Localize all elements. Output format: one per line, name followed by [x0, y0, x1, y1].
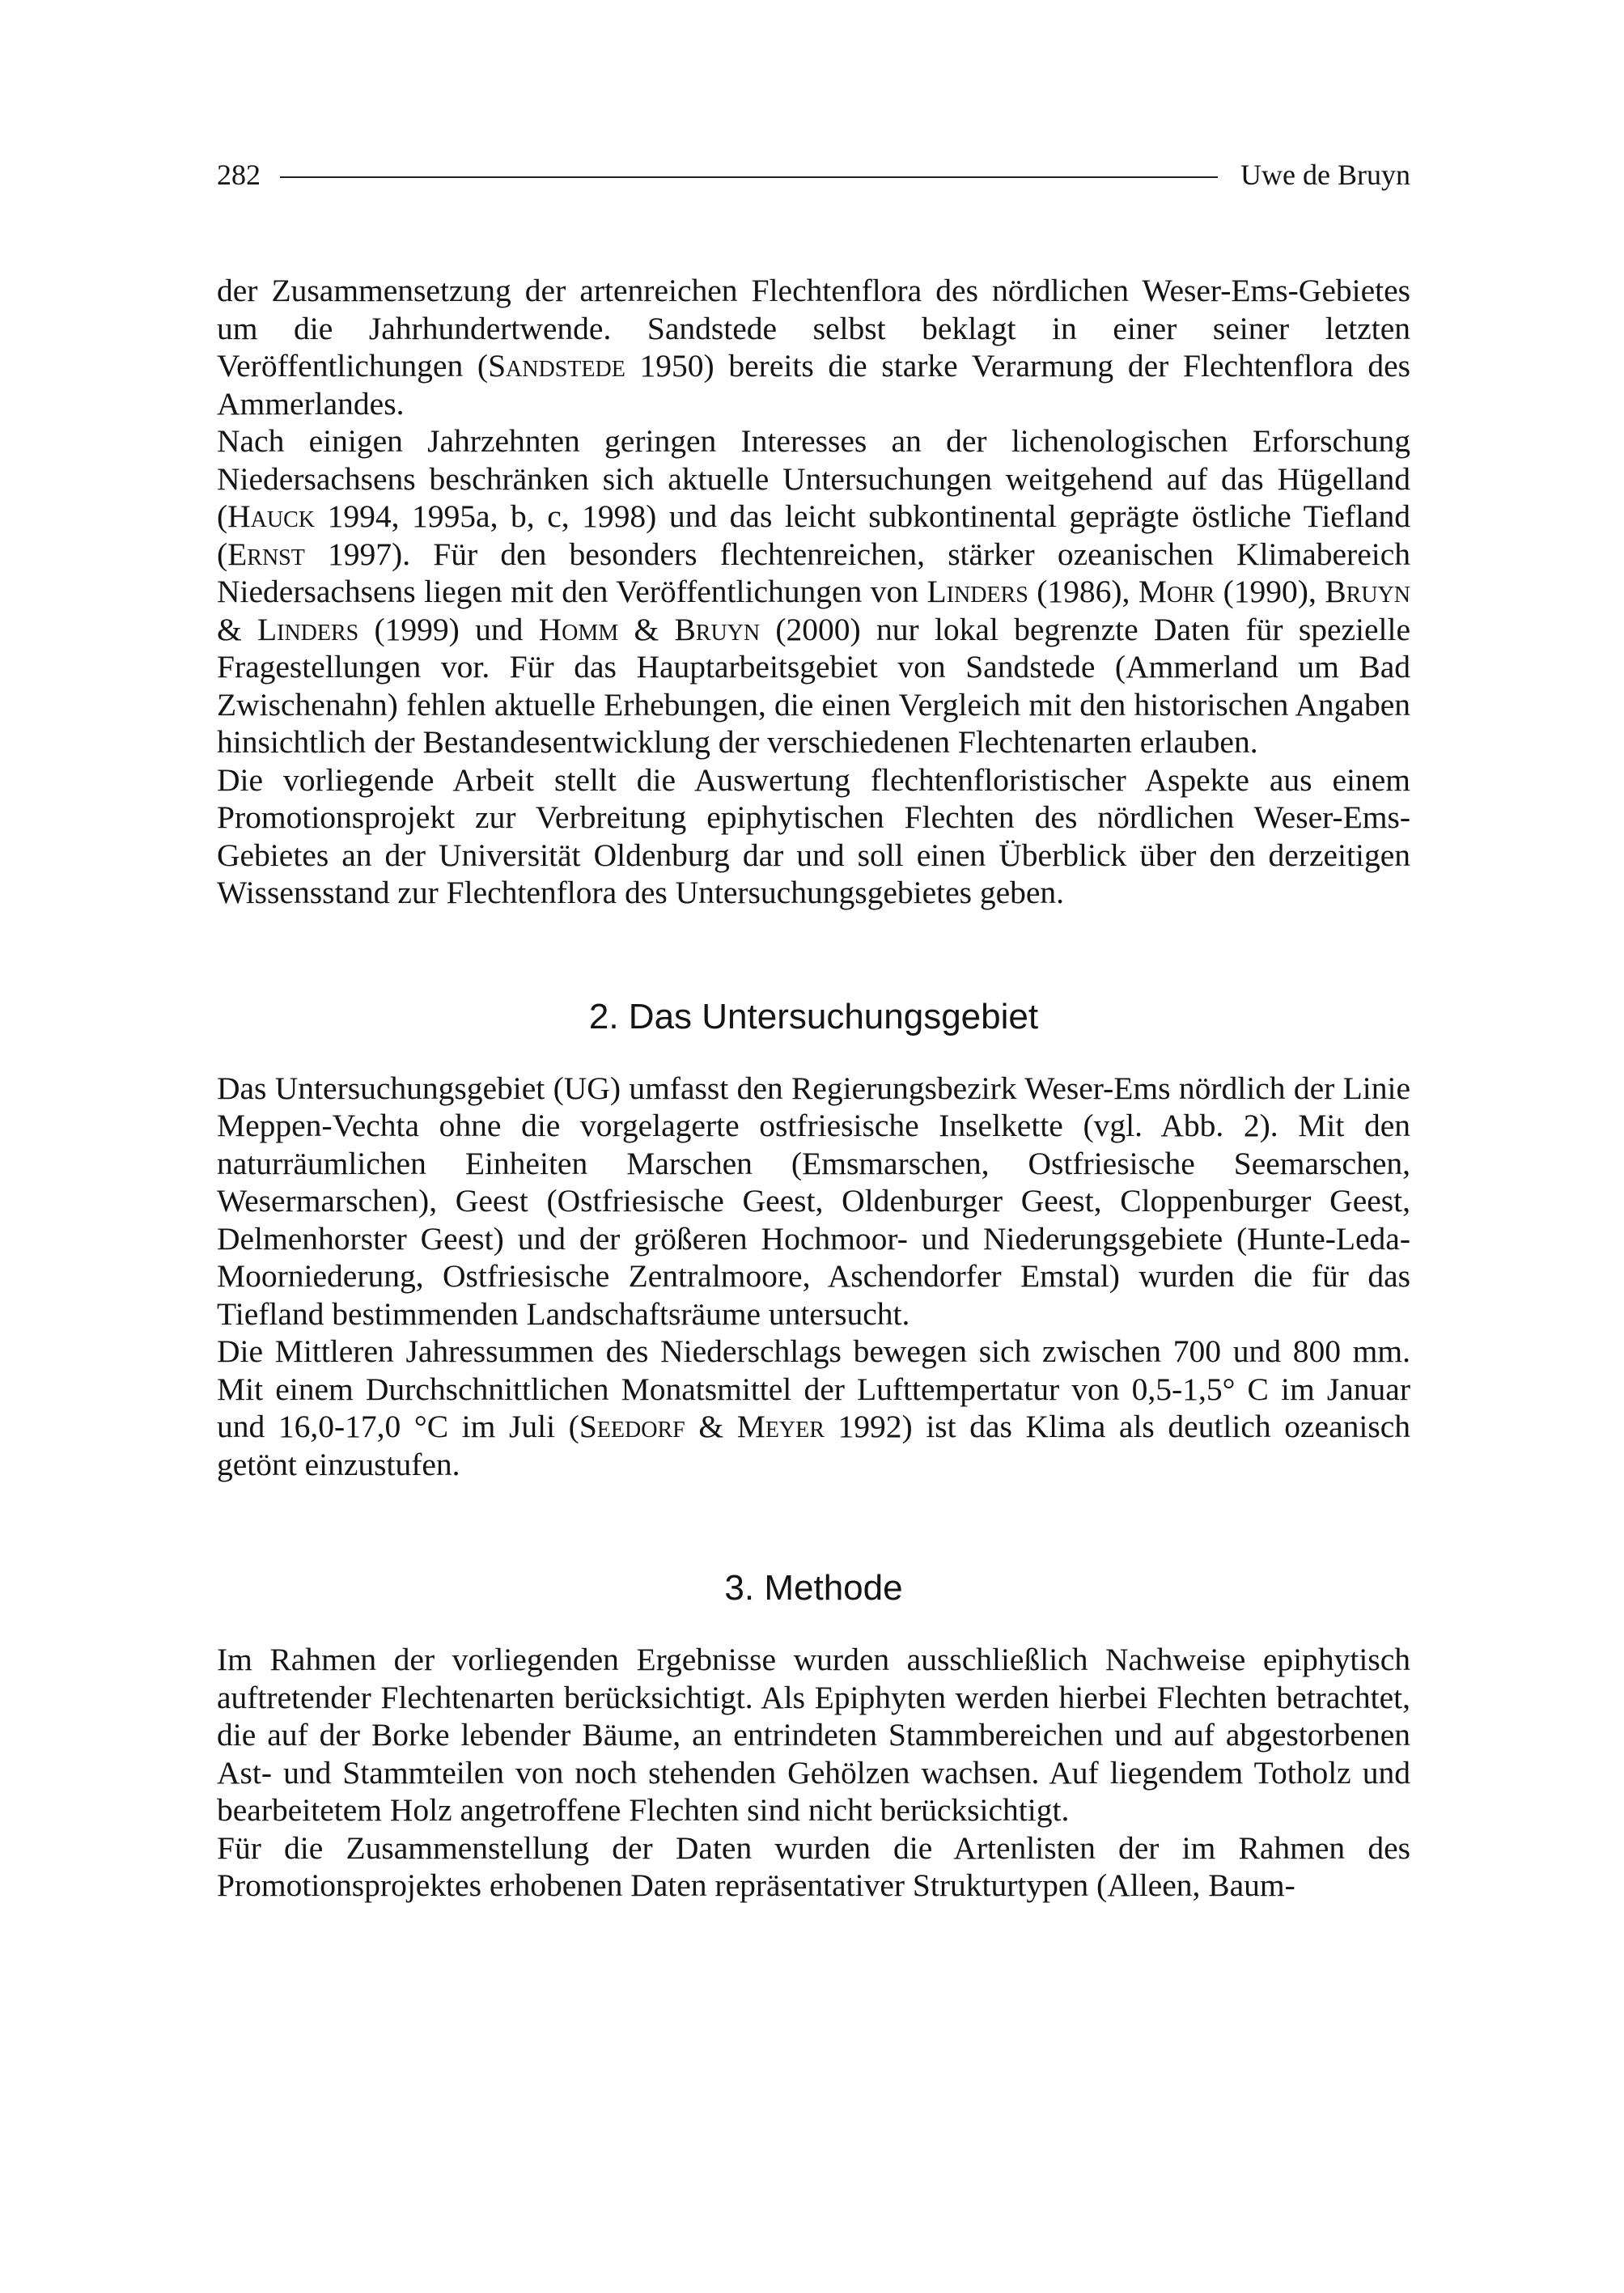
citation-author: Linders — [257, 611, 359, 647]
citation-author: Homm — [538, 611, 619, 647]
citation-author: Linders — [926, 574, 1028, 609]
section2-paragraph-1: Das Untersuchungsgebiet (UG) umfasst den Regierungsbezirk Weser-Ems nördlich der Linie Meppen-Vechta ohne die vorgelagerte ostfriesische Inselkette (vgl. Abb. 2). Mit den naturräumlichen Einheiten Marschen (Emsmarschen, Ostfriesische Seemarschen, Wesermarschen), Geest (Ostfriesische Geest, Oldenburger Geest, Cloppenburger Geest, Delmenhorster Geest) und der größeren Hochmoor- und Niederungsgebiete (Hunte-Leda-Moorniederung, Ostfriesische Zentralmoore, Aschendorfer Emstal) wurden die für das Tiefland bestimmenden Landschaftsräume untersucht. — [217, 1070, 1410, 1332]
section3-paragraph-2: Für die Zusammenstellung der Daten wurden die Artenlisten der im Rahmen des Promotionsprojektes erhobenen Daten repräsentativer Strukturtypen (Alleen, Baum- — [217, 1829, 1410, 1903]
text-run: (1986), — [1028, 574, 1138, 609]
text-run: (1990), — [1215, 574, 1325, 609]
text-run: (2000) nur lokal begrenzte Daten für spezielle Fragestellungen vor. Für das Hauptarbeitsgebiet von Sandstede (Ammerland um Bad Zwischenahn) fehlen aktuelle Erhebungen, die einen Vergleich mit den historischen Angaben hinsichtlich der Bestandesentwicklung der verschiedenen Flechtenarten erlauben. — [217, 611, 1410, 760]
intro-paragraph-2 — [217, 422, 1410, 761]
text-run: Nach einigen Jahrzehnten geringen Interesses an der lichenologischen Erforschung Niedersachsens beschränken sich aktuelle Untersuchungen weitgehend auf das Hügelland ( — [217, 423, 1410, 534]
intro-paragraph-3: Die vorliegende Arbeit stellt die Auswertung flechtenfloristischer Aspekte aus einem Promotionsprojekt zur Verbreitung epiphytischen Flechten des nördlichen Weser-Ems-Gebietes an der Universität Oldenburg dar und soll einen Überblick über den derzeitigen Wissensstand zur Flechtenflora des Untersuchungsgebietes geben. — [217, 761, 1410, 910]
section3-paragraph-1: Im Rahmen der vorliegenden Ergebnisse wurden ausschließlich Nachweise epiphytisch auftretender Flechtenarten berücksichtigt. Als Epiphyten werden hierbei Flechten betrachtet, die auf der Borke lebender Bäume, an entrindeten Stammbereichen und auf abgestorbenen Ast- und Stammteilen von noch stehenden Gehölzen wachsen. Auf liegendem Totholz und bearbeitetem Holz angetroffene Flechten sind nicht berücksichtigt. — [217, 1642, 1410, 1828]
section-heading-methode: 3. Methode — [724, 1568, 903, 1608]
running-header — [217, 159, 1410, 191]
citation-author: Seedorf — [579, 1409, 685, 1444]
intro-paragraph-1 — [217, 272, 1410, 422]
text-run: Die Mittleren Jahressummen des Niederschlags bewegen sich zwischen 700 und 800 mm. Mit einem Durchschnittlichen Monatsmittel der Lufttempertatur von 0,5-1,5° C im Januar und 16,0-17,0 °C im Juli ( — [217, 1333, 1410, 1444]
citation-author: Hauck — [227, 498, 316, 534]
text-run: & — [618, 611, 675, 647]
text-run: 1950) bereits die starke Verarmung der Flechtenflora des Ammerlandes. — [217, 348, 1410, 422]
running-author: Uwe de Bruyn — [1240, 159, 1410, 191]
header-rule — [280, 176, 1218, 178]
citation-author: Ernst — [227, 536, 305, 572]
text-run: 1994, 1995a, b, c, 1998) und das leicht subkontinental geprägte östliche Tiefland ( — [217, 498, 1410, 572]
section-heading-untersuchungsgebiet: 2. Das Untersuchungsgebiet — [588, 996, 1039, 1036]
text-run: der Zusammensetzung der artenreichen Flechtenflora des nördlichen Weser-Ems-Gebietes um die Jahrhundertwende. Sandstede selbst beklagt in einer seiner letzten Veröffentlichungen ( — [217, 273, 1410, 384]
text-run: 1992) ist das Klima als deutlich ozeanisch getönt einzustufen. — [217, 1409, 1410, 1482]
section2-paragraph-2 — [217, 1333, 1410, 1483]
citation-author: Meyer — [736, 1409, 825, 1444]
citation-author: Sandstede — [488, 348, 625, 384]
citation-author: Mohr — [1138, 574, 1215, 609]
page-number: 282 — [217, 159, 261, 191]
text-run: & — [685, 1409, 737, 1444]
text-run: 1997). Für den besonders flechtenreichen, stärker ozeanischen Klimabereich Niedersachsens liegen mit den Veröffentlichungen von — [217, 536, 1410, 609]
citation-author: Bruyn — [1325, 574, 1411, 609]
text-run: & — [217, 611, 257, 647]
text-run: (1999) und — [358, 611, 539, 647]
citation-author: Bruyn — [674, 611, 761, 647]
